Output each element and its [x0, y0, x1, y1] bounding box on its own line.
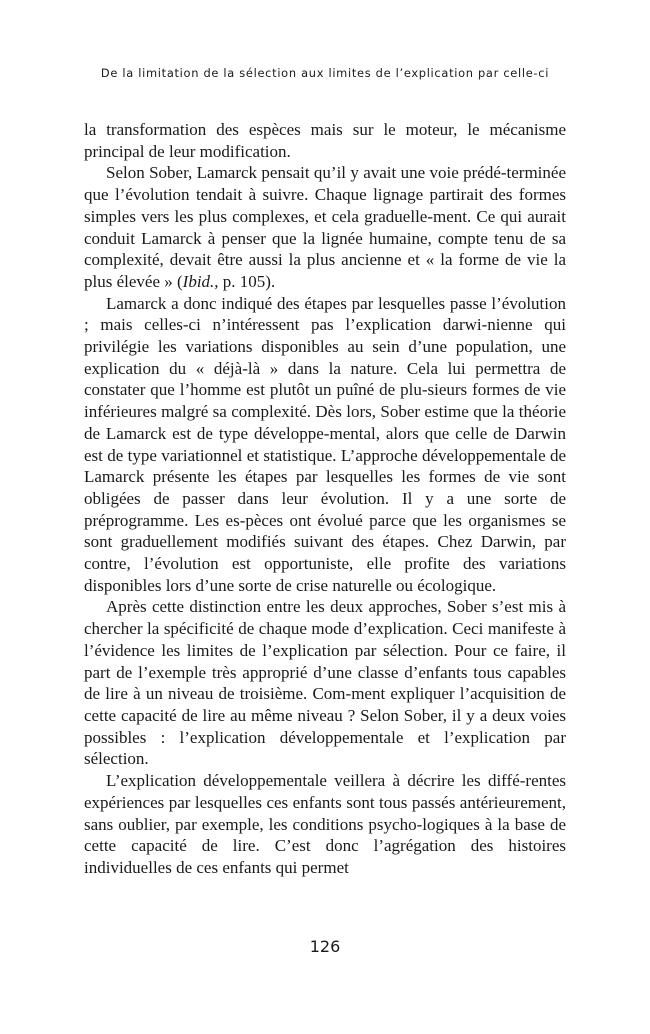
body-text: [84, 119, 566, 879]
paragraph-2-citation-italic: Ibid.,: [182, 271, 219, 291]
paragraph-5: L’explication développementale veillera à décrire les diffé-rentes expériences par lesquelles ces enfants sont tous passés antérieurement, sans oublier, par exemple, les conditions psycho-logiques à la base de cette capacité de lire. C’est donc l’agrégation des histoires individuelles de ces enfants qui permet: [84, 771, 566, 877]
paragraph-4: Après cette distinction entre les deux approches, Sober s’est mis à chercher la spécificité de chaque mode d’explication. Ceci manifeste à l’évidence les limites de l’explication par sélection. Pour ce faire, il part de l’exemple très approprié d’une classe d’enfants tous capables de lire à un niveau de troisième. Com-ment expliquer l’acquisition de cette capacité de lire au même niveau ? Selon Sober, il y a deux voies possibles : l’explication développementale et l’explication par sélection.: [84, 597, 566, 769]
paragraph-2: [84, 162, 566, 292]
paragraph-2-citation-page: p. 105).: [218, 271, 276, 291]
page-number: 126: [309, 937, 341, 956]
paragraph-3: Lamarck a donc indiqué des étapes par lesquelles passe l’évolution ; mais celles-ci n’intéressent pas l’explication darwi-nienne qui privilégie les variations disponibles au sein d’une population, une explication du « déjà-là » dans la nature. Cela lui permettra de constater que l’homme est plutôt un puîné de plu-sieurs formes de vie inférieures malgré sa complexité. Dès lors, Sober estime que la théorie de Lamarck est de type développe-mental, alors que celle de Darwin est de type variationnel et statistique. L’approche développementale de Lamarck présente les étapes par lesquelles les formes de vie sont obligées de passer dans leur évolution. Il y a une sorte de préprogramme. Les es-pèces ont évolué parce que les organismes se sont graduellement modifiés suivant des étapes. Chez Darwin, par contre, l’évolution est opportuniste, elle profite des variations disponibles lors d’une sorte de crise naturelle ou écologique.: [84, 293, 566, 595]
paragraph-2-text: Selon Sober, Lamarck pensait qu’il y avait une voie prédé-terminée que l’évolution tendait à suivre. Chaque lignage partirait des formes simples vers les plus complexes, et cela graduelle-ment. Ce qui aurait conduit Lamarck à penser que la lignée humaine, compte tenu de sa complexité, devait être aussi la plus ancienne et « la forme de vie la plus élevée » (: [84, 163, 566, 291]
paragraph-1: la transformation des espèces mais sur le moteur, le mécanisme principal de leur modification.: [84, 120, 566, 161]
running-header: De la limitation de la sélection aux limites de l’explication par celle-ci: [100, 66, 550, 80]
